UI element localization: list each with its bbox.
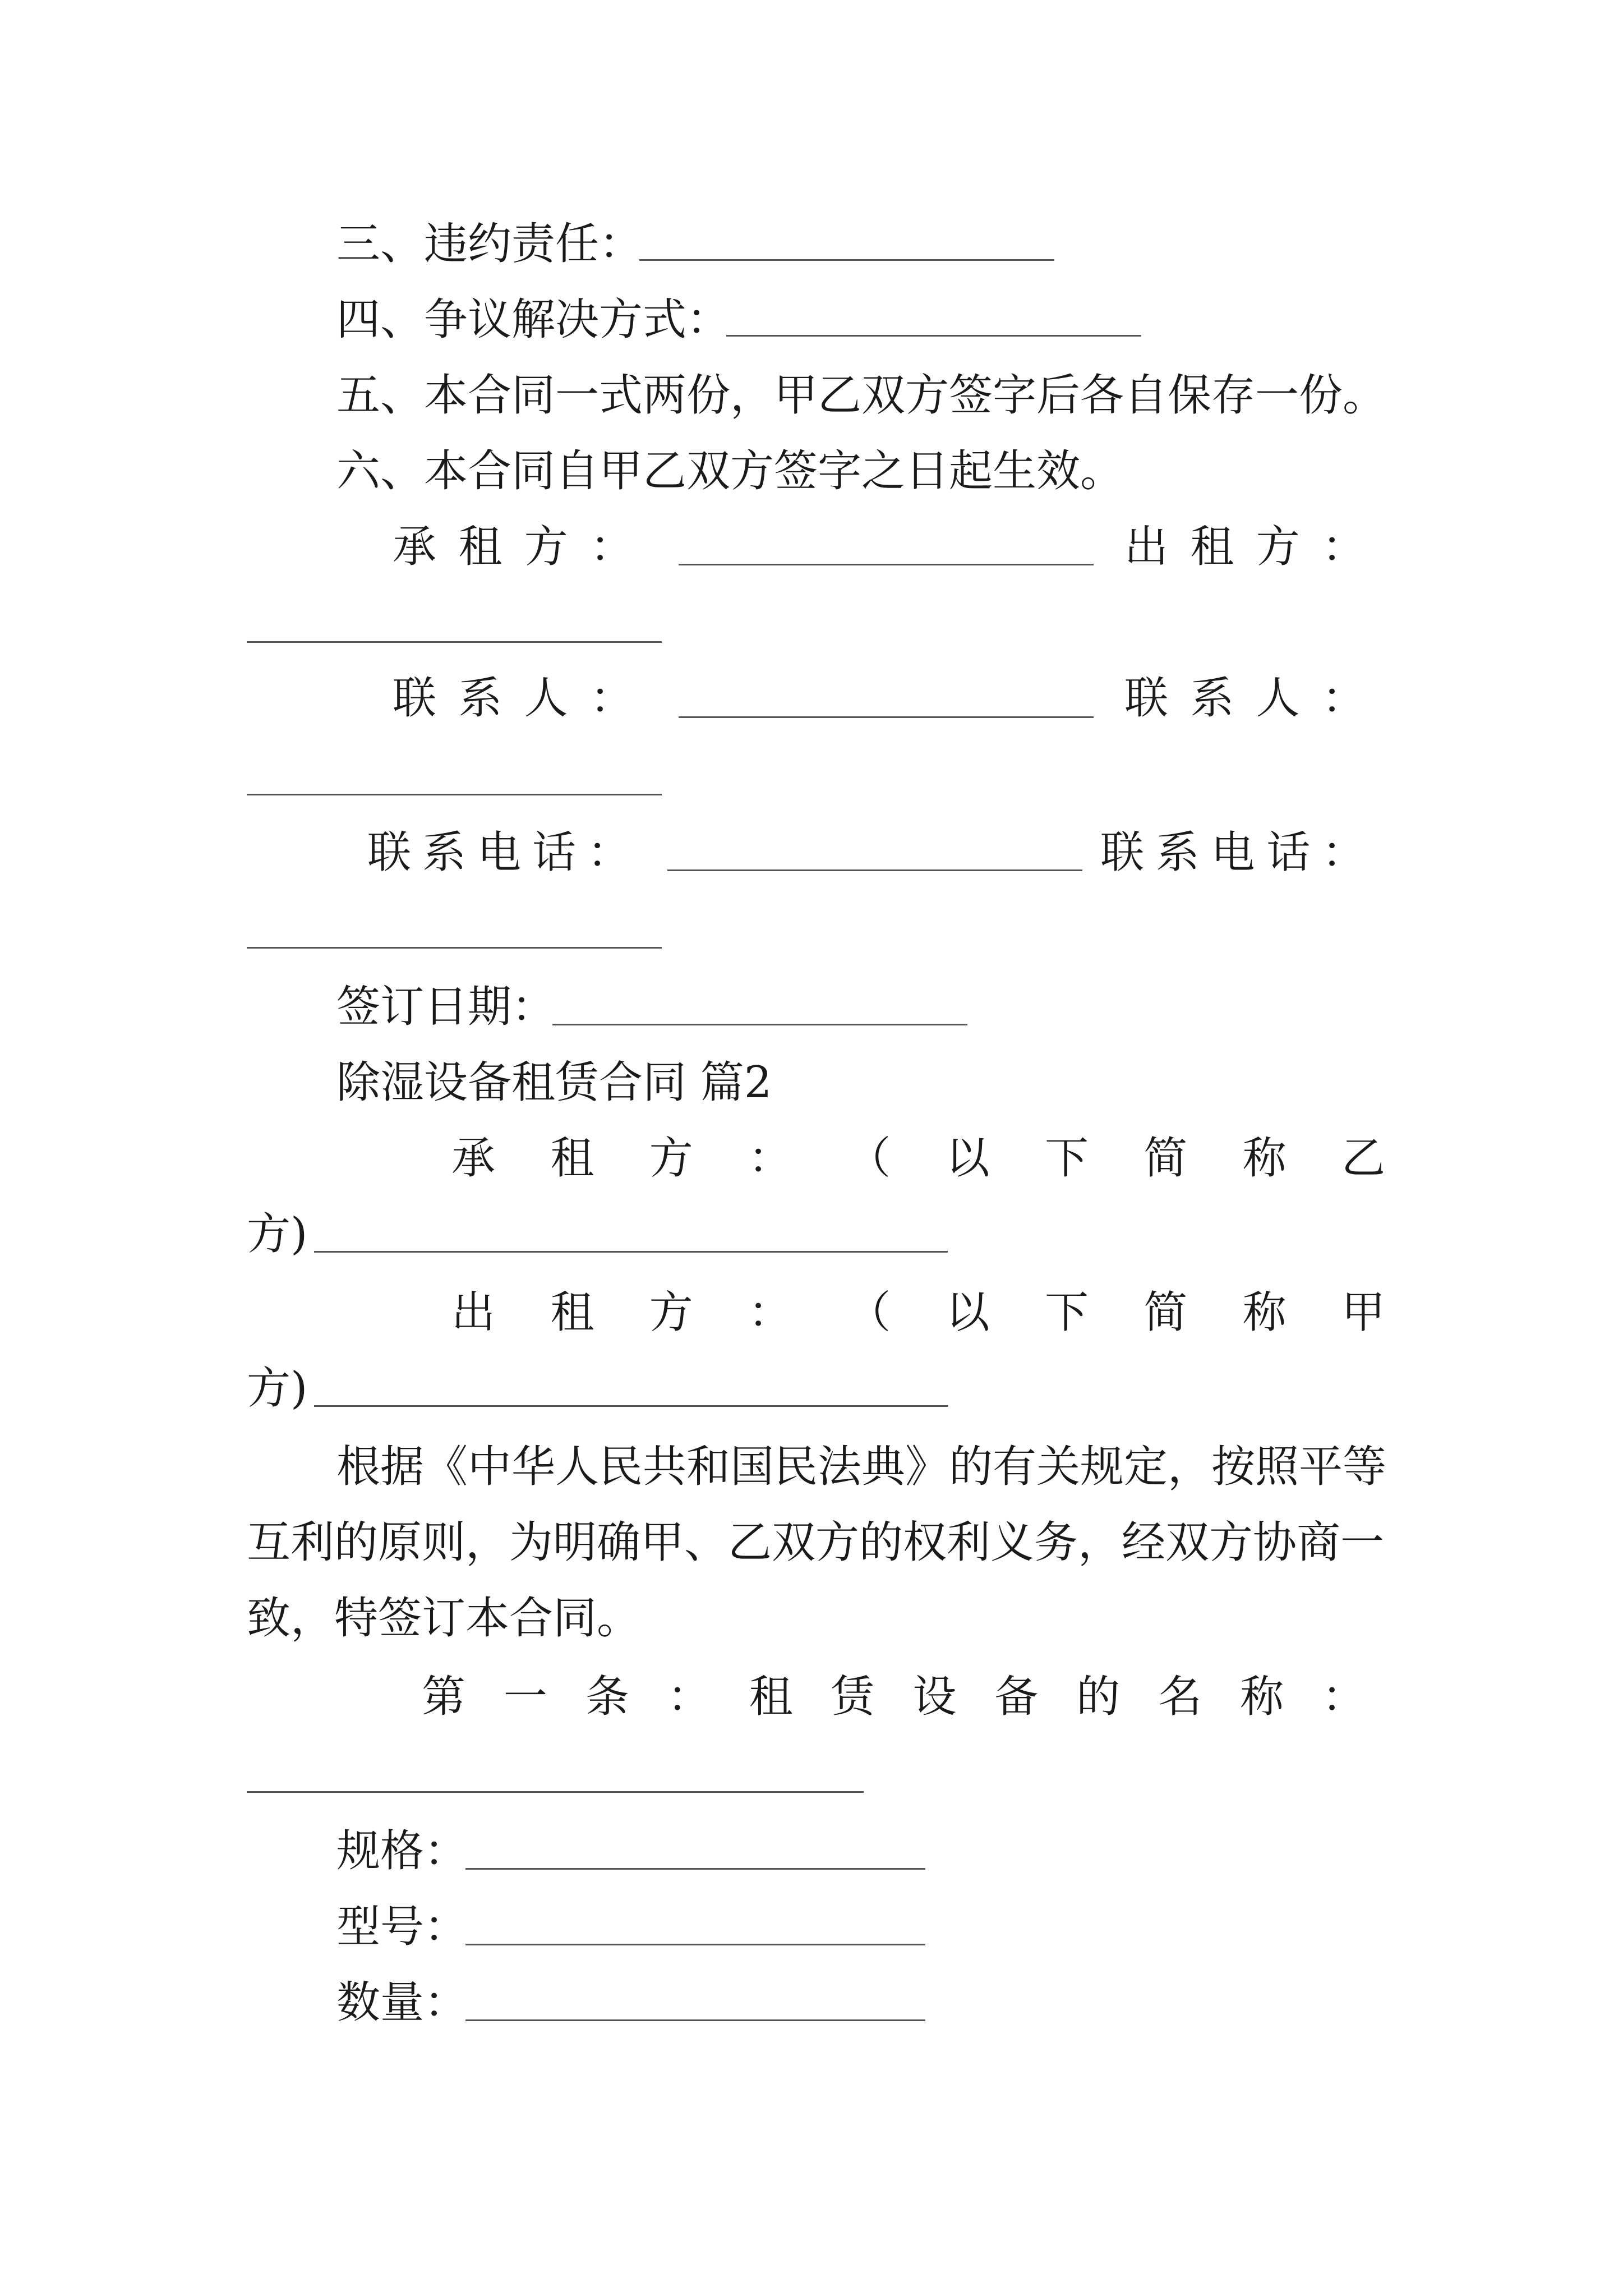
label-char: 称 — [1240, 1672, 1284, 1722]
label-char: 承 — [393, 522, 437, 572]
label-char: ： — [1321, 522, 1366, 572]
label-char: （ — [847, 1287, 891, 1338]
contact-label-b — [1124, 670, 1366, 726]
lessor-party-blank[interactable] — [314, 1405, 948, 1407]
label-char: 租 — [749, 1672, 793, 1722]
model-label: 型号： — [336, 1902, 468, 1952]
label-char: 方 — [524, 522, 568, 572]
model-blank[interactable] — [465, 1944, 925, 1945]
label-char: ： — [748, 1287, 792, 1338]
lessor-party-suffix: 方) — [247, 1363, 308, 1414]
preamble-line-3: 致，特签订本合同。 — [247, 1593, 641, 1644]
label-char: 备 — [994, 1672, 1039, 1722]
lessor-blank[interactable] — [247, 641, 662, 643]
label-char: 一 — [503, 1672, 547, 1722]
dispute-resolution-line: 四、争议解决方式： — [336, 295, 731, 345]
effective-clause: 六、本合同自甲乙双方签字之日起生效。 — [336, 446, 1124, 496]
label-char: 出 — [1124, 522, 1169, 572]
quantity-label: 数量： — [336, 1977, 468, 2028]
spec-blank[interactable] — [465, 1868, 925, 1870]
label-char: 方 — [1256, 522, 1300, 572]
label-char: 以 — [946, 1133, 990, 1184]
label-char: 租 — [1190, 522, 1234, 572]
label-char: 系 — [1155, 827, 1200, 878]
copies-clause: 五、本合同一式两份，甲乙双方签字后各自保存一份。 — [336, 370, 1387, 421]
spec-label: 规格： — [336, 1826, 468, 1876]
label-char: 的 — [1076, 1672, 1121, 1722]
label-char: 承 — [451, 1133, 496, 1184]
sign-date-label: 签订日期： — [336, 982, 556, 1032]
sign-date-blank[interactable] — [552, 1024, 967, 1025]
label-char: 简 — [1144, 1133, 1188, 1184]
label-char: 名 — [1158, 1672, 1202, 1722]
label-char: 设 — [912, 1672, 957, 1722]
label-char: 联 — [367, 827, 412, 878]
label-char: 电 — [477, 827, 521, 878]
label-char: 赁 — [831, 1672, 875, 1722]
tenant-party-label — [451, 1130, 1385, 1186]
label-char: 租 — [550, 1287, 594, 1338]
label-char: 联 — [1124, 673, 1169, 724]
label-char: 下 — [1044, 1133, 1089, 1184]
label-char: 简 — [1144, 1287, 1188, 1338]
preamble-line-2: 互利的原则，为明确甲、乙双方的权利义务，经双方协商一 — [247, 1517, 1385, 1568]
label-char: 下 — [1044, 1287, 1089, 1338]
label-char: 租 — [550, 1133, 594, 1184]
label-char: 租 — [458, 522, 502, 572]
label-char: （ — [847, 1133, 891, 1184]
dispute-resolution-blank[interactable] — [726, 335, 1141, 337]
label-char: 条 — [585, 1672, 629, 1722]
article-1-heading — [422, 1669, 1366, 1725]
preamble-line-1: 根据《中华人民共和国民法典》的有关规定，按照平等 — [336, 1442, 1387, 1492]
equipment-name-blank[interactable] — [247, 1791, 864, 1793]
breach-liability-blank[interactable] — [639, 259, 1054, 261]
lessor-label — [1124, 519, 1366, 575]
phone-blank-b[interactable] — [247, 947, 662, 949]
quantity-blank[interactable] — [465, 2019, 925, 2021]
label-char: 方 — [649, 1287, 693, 1338]
label-char: 以 — [946, 1287, 990, 1338]
label-char: 人 — [1256, 673, 1300, 724]
label-char: 甲 — [1341, 1287, 1385, 1338]
label-char: 话 — [1266, 827, 1311, 878]
label-char: 联 — [393, 673, 437, 724]
phone-label-a — [367, 825, 631, 881]
label-char: 方 — [649, 1133, 693, 1184]
section2-title: 除湿设备租赁合同 篇2 — [336, 1057, 772, 1108]
label-char: 出 — [451, 1287, 496, 1338]
label-char: 称 — [1242, 1287, 1287, 1338]
label-char: ： — [589, 522, 634, 572]
label-char: ： — [748, 1133, 792, 1184]
phone-label-b — [1100, 825, 1366, 881]
label-char: 话 — [532, 827, 576, 878]
contact-blank-b[interactable] — [247, 794, 662, 795]
label-char: ： — [587, 827, 631, 878]
breach-liability-line: 三、违约责任： — [336, 219, 643, 269]
label-char: ： — [1321, 673, 1366, 724]
label-char: 系 — [1190, 673, 1234, 724]
label-char: 称 — [1242, 1133, 1287, 1184]
lessee-blank[interactable] — [679, 564, 1094, 565]
label-char: ： — [1321, 827, 1366, 878]
tenant-party-blank[interactable] — [314, 1251, 948, 1253]
label-char: 电 — [1211, 827, 1255, 878]
phone-blank-a[interactable] — [667, 869, 1082, 871]
label-char: 人 — [524, 673, 568, 724]
label-char: 系 — [458, 673, 502, 724]
label-char: 第 — [422, 1672, 466, 1722]
contact-label-a — [393, 670, 634, 726]
label-char: ： — [589, 673, 634, 724]
label-char: 乙 — [1341, 1133, 1385, 1184]
label-char: 联 — [1100, 827, 1145, 878]
contact-blank-a[interactable] — [679, 716, 1094, 718]
lessee-label — [393, 519, 634, 575]
label-char: 系 — [422, 827, 466, 878]
label-char: ： — [667, 1672, 711, 1722]
tenant-party-suffix: 方) — [247, 1209, 308, 1259]
label-char: ： — [1321, 1672, 1366, 1722]
lessor-party-label — [451, 1285, 1385, 1341]
